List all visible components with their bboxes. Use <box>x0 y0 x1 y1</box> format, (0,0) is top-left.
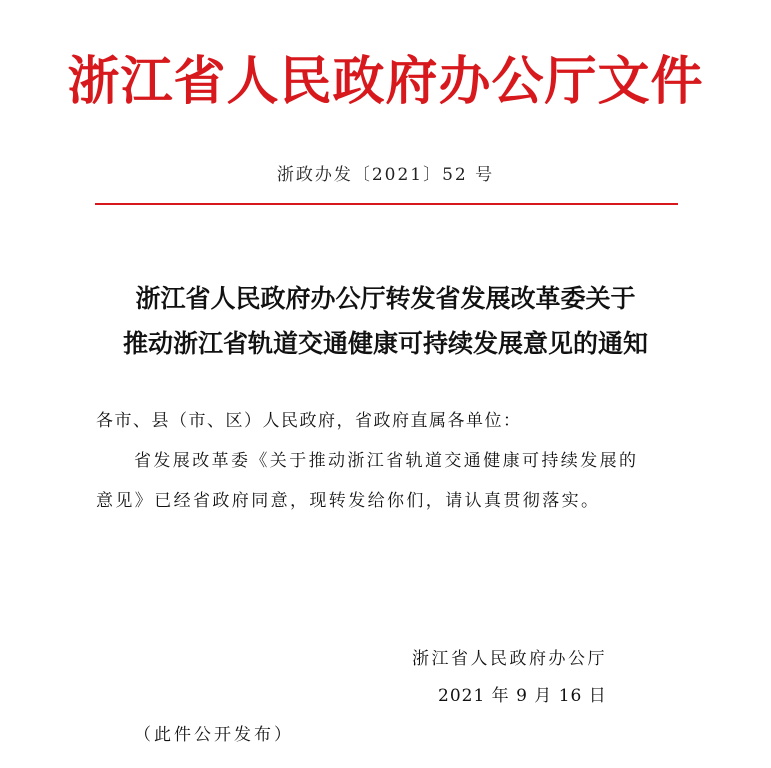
document-number: 浙政办发〔2021〕52 号 <box>276 165 495 185</box>
document-title <box>0 276 771 366</box>
signing-authority: 浙江省人民政府办公厅 <box>412 649 607 669</box>
document-title-line-1: 浙江省人民政府办公厅转发省发展改革委关于 <box>135 284 636 313</box>
body-paragraph-line-2: 意见》已经省政府同意，现转发给你们，请认真贯彻落实。 <box>96 491 601 511</box>
document-title-line-2: 推动浙江省轨道交通健康可持续发展意见的通知 <box>122 329 648 358</box>
red-divider-line <box>95 203 678 205</box>
publication-note: （此件公开发布） <box>134 725 294 745</box>
body-paragraph-line-1: 省发展改革委《关于推动浙江省轨道交通健康可持续发展的 <box>134 451 639 471</box>
document-masthead: 浙江省人民政府办公厅文件 <box>67 51 704 112</box>
signing-date: 2021 年 9 月 16 日 <box>438 686 607 706</box>
salutation: 各市、县（市、区）人民政府，省政府直属各单位： <box>96 411 522 431</box>
